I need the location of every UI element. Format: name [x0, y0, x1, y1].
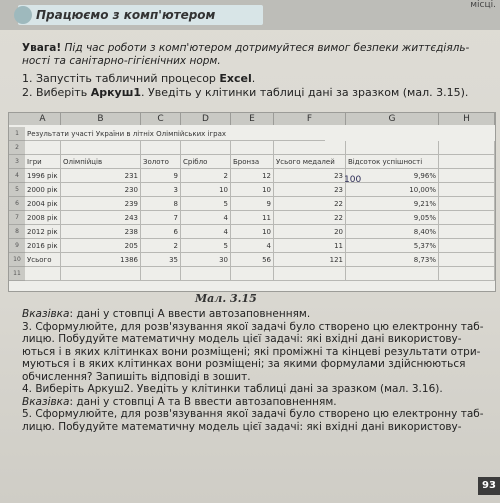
- sheet-cell: [25, 141, 61, 155]
- spreadsheet-figure: [8, 112, 496, 292]
- sheet-cell: Відсоток успішності: [346, 155, 439, 169]
- step-2: [22, 86, 468, 99]
- step-bold: Аркуш1: [90, 86, 142, 99]
- sheet-cell: 9: [231, 197, 274, 211]
- instruction-paragraph-1: [22, 308, 492, 433]
- task-4: 4. Виберіть Аркуш2. Уведіть у клітинки таблиці дані за зразком (мал. 3.16).: [22, 383, 443, 395]
- task-3-line-3: ються і в яких клітинках вони розміщені; які проміжні та кінцеві результати отри-: [22, 345, 481, 358]
- sheet-cell: 1386: [61, 253, 141, 267]
- sheet-cell: [439, 239, 495, 253]
- sheet-cell: [346, 141, 439, 155]
- warning-text: Під час роботи з комп'ютером дотримуйтеся вимог безпеки життєдіяль-: [64, 42, 470, 54]
- sheet-cell: [181, 141, 231, 155]
- figure-caption: Мал. 3.15: [195, 292, 257, 305]
- step-text: Виберіть: [36, 86, 91, 99]
- sheet-cell: 230: [61, 183, 141, 197]
- section-title: [18, 5, 263, 25]
- sheet-cell: 121: [274, 253, 346, 267]
- sheet-cell: 7: [141, 211, 181, 225]
- sheet-cell: Результати участі України в літніх Олімпійських іграх: [25, 127, 325, 141]
- sheet-cell: [439, 155, 495, 169]
- sheet-cell: 10: [231, 225, 274, 239]
- row-header-4: 4: [9, 169, 25, 183]
- sheet-cell: Ігри: [25, 155, 61, 169]
- column-header-c: C: [141, 113, 181, 125]
- sheet-cell: [346, 267, 439, 281]
- sheet-cell: 11: [274, 239, 346, 253]
- row-header-11: 11: [9, 267, 25, 281]
- header-bar: [0, 0, 500, 30]
- section-title-text: Працюємо з комп'ютером: [36, 8, 216, 22]
- handwritten-note: 100: [344, 175, 362, 185]
- corner-text: місці.: [470, 0, 496, 10]
- task-5-line-1: 5. Сформулюйте, для розв'язування якої задачі було створено цю електронну таб-: [22, 408, 484, 420]
- sheet-cell: 5,37%: [346, 239, 439, 253]
- sheet-cell: [439, 183, 495, 197]
- sheet-cell: 23: [274, 169, 346, 183]
- sheet-cell: 5: [181, 197, 231, 211]
- row-header-10: 10: [9, 253, 25, 267]
- task-3-line-4: муються і в яких клітинках вони розміщені; за якими формулами здійснюються: [22, 358, 466, 370]
- sheet-cell: 10,00%: [346, 183, 439, 197]
- sheet-cell: [181, 267, 231, 281]
- row-header-7: 7: [9, 211, 25, 225]
- warning-lead: Увага!: [22, 42, 62, 54]
- column-header-d: D: [181, 113, 231, 125]
- warning-text-2: ності та санітарно-гігієнічних норм.: [22, 55, 221, 67]
- sheet-cell: 2: [141, 239, 181, 253]
- row-header-1: 1: [9, 127, 25, 141]
- sheet-cell: 10: [181, 183, 231, 197]
- sheet-cell: 10: [231, 183, 274, 197]
- sheet-cell: [274, 141, 346, 155]
- sheet-cell: 243: [61, 211, 141, 225]
- sheet-cell: 12: [231, 169, 274, 183]
- hint-lead: Вказівка: [22, 308, 70, 320]
- column-header-g: G: [346, 113, 439, 125]
- sheet-cell: 9,96%: [346, 169, 439, 183]
- task-3-line-2: лицю. Побудуйте математичну модель цієї задачі: які вхідні дані використову-: [22, 333, 462, 345]
- column-headers: [9, 113, 495, 125]
- hint-lead-2: Вказівка: [22, 395, 70, 408]
- sheet-cell: 2016 рік: [25, 239, 61, 253]
- page-number: 93: [478, 477, 500, 495]
- column-header-f: F: [274, 113, 346, 125]
- safety-warning: [22, 42, 492, 68]
- task-3-line-5: обчислення? Запишіть відповіді в зошит.: [22, 370, 251, 383]
- sheet-cell: Олімпійців: [61, 155, 141, 169]
- sheet-cell: [141, 267, 181, 281]
- sheet-cell: 2004 рік: [25, 197, 61, 211]
- task-5-line-2: лицю. Побудуйте математичну модель цієї задачі: які вхідні дані використову-: [22, 420, 462, 433]
- sheet-cell: 2008 рік: [25, 211, 61, 225]
- sheet-cell: 9,05%: [346, 211, 439, 225]
- sheet-cell: 8,40%: [346, 225, 439, 239]
- step-bold: Excel: [219, 72, 252, 85]
- step-number: 1.: [22, 72, 33, 85]
- row-header-8: 8: [9, 225, 25, 239]
- sheet-cell: Бронза: [231, 155, 274, 169]
- hint-text: : дані у стовпці А ввести автозаповненням.: [69, 308, 311, 320]
- sheet-cell: 238: [61, 225, 141, 239]
- sheet-cell: [439, 267, 495, 281]
- column-header-a: A: [25, 113, 61, 125]
- sheet-cell: 2: [181, 169, 231, 183]
- sheet-cell: 2000 рік: [25, 183, 61, 197]
- sheet-cell: 11: [231, 211, 274, 225]
- sheet-cell: [439, 225, 495, 239]
- title-marker-icon: [14, 6, 32, 24]
- task-3-line-1: 3. Сформулюйте, для розв'язування якої задачі було створено цю електронну таб-: [22, 320, 484, 333]
- row-header-9: 9: [9, 239, 25, 253]
- sheet-cell: 239: [61, 197, 141, 211]
- sheet-cell: [141, 141, 181, 155]
- row-header-5: 5: [9, 183, 25, 197]
- sheet-cell: 9,21%: [346, 197, 439, 211]
- sheet-cell: 4: [231, 239, 274, 253]
- sheet-cell: 22: [274, 211, 346, 225]
- sheet-cell: 4: [181, 225, 231, 239]
- sheet-cell: Усього медалей: [274, 155, 346, 169]
- sheet-cell: Усього: [25, 253, 61, 267]
- sheet-cell: [231, 267, 274, 281]
- sheet-cell: 6: [141, 225, 181, 239]
- sheet-cell: 20: [274, 225, 346, 239]
- sheet-cell: 30: [181, 253, 231, 267]
- sheet-cell: 22: [274, 197, 346, 211]
- sheet-cell: [61, 267, 141, 281]
- column-header-h: H: [439, 113, 495, 125]
- sheet-cell: 35: [141, 253, 181, 267]
- sheet-cell: 2012 рік: [25, 225, 61, 239]
- row-header-3: 3: [9, 155, 25, 169]
- step-post: . Уведіть у клітинки таблиці дані за зразком (мал. 3.15).: [141, 86, 469, 99]
- sheet-cell: 5: [181, 239, 231, 253]
- sheet-cell: [439, 211, 495, 225]
- sheet-cell: 205: [61, 239, 141, 253]
- sheet-cell: 231: [61, 169, 141, 183]
- sheet-cell: 8: [141, 197, 181, 211]
- sheet-cell: [274, 267, 346, 281]
- sheet-cell: 56: [231, 253, 274, 267]
- row-header-2: 2: [9, 141, 25, 155]
- sheet-cell: 9: [141, 169, 181, 183]
- sheet-cell: [439, 253, 495, 267]
- row-header-6: 6: [9, 197, 25, 211]
- step-post: .: [251, 72, 256, 85]
- step-1: [22, 72, 255, 85]
- sheet-cell: [25, 267, 61, 281]
- sheet-cell: 3: [141, 183, 181, 197]
- column-header-b: B: [61, 113, 141, 125]
- sheet-cell: Золото: [141, 155, 181, 169]
- sheet-cell: [231, 141, 274, 155]
- sheet-cell: 8,73%: [346, 253, 439, 267]
- step-text: Запустіть табличний процесор: [36, 72, 220, 85]
- sheet-cell: 23: [274, 183, 346, 197]
- sheet-cell: [61, 141, 141, 155]
- sheet-cell: [439, 169, 495, 183]
- step-number: 2.: [22, 86, 33, 99]
- sheet-cell: [439, 141, 495, 155]
- sheet-cell: 1996 рік: [25, 169, 61, 183]
- sheet-cell: Срібло: [181, 155, 231, 169]
- sheet-cell: 4: [181, 211, 231, 225]
- sheet-cell: [439, 197, 495, 211]
- hint-text-2: : дані у стовпці А та В ввести автозаповненням.: [69, 395, 337, 408]
- column-header-e: E: [231, 113, 274, 125]
